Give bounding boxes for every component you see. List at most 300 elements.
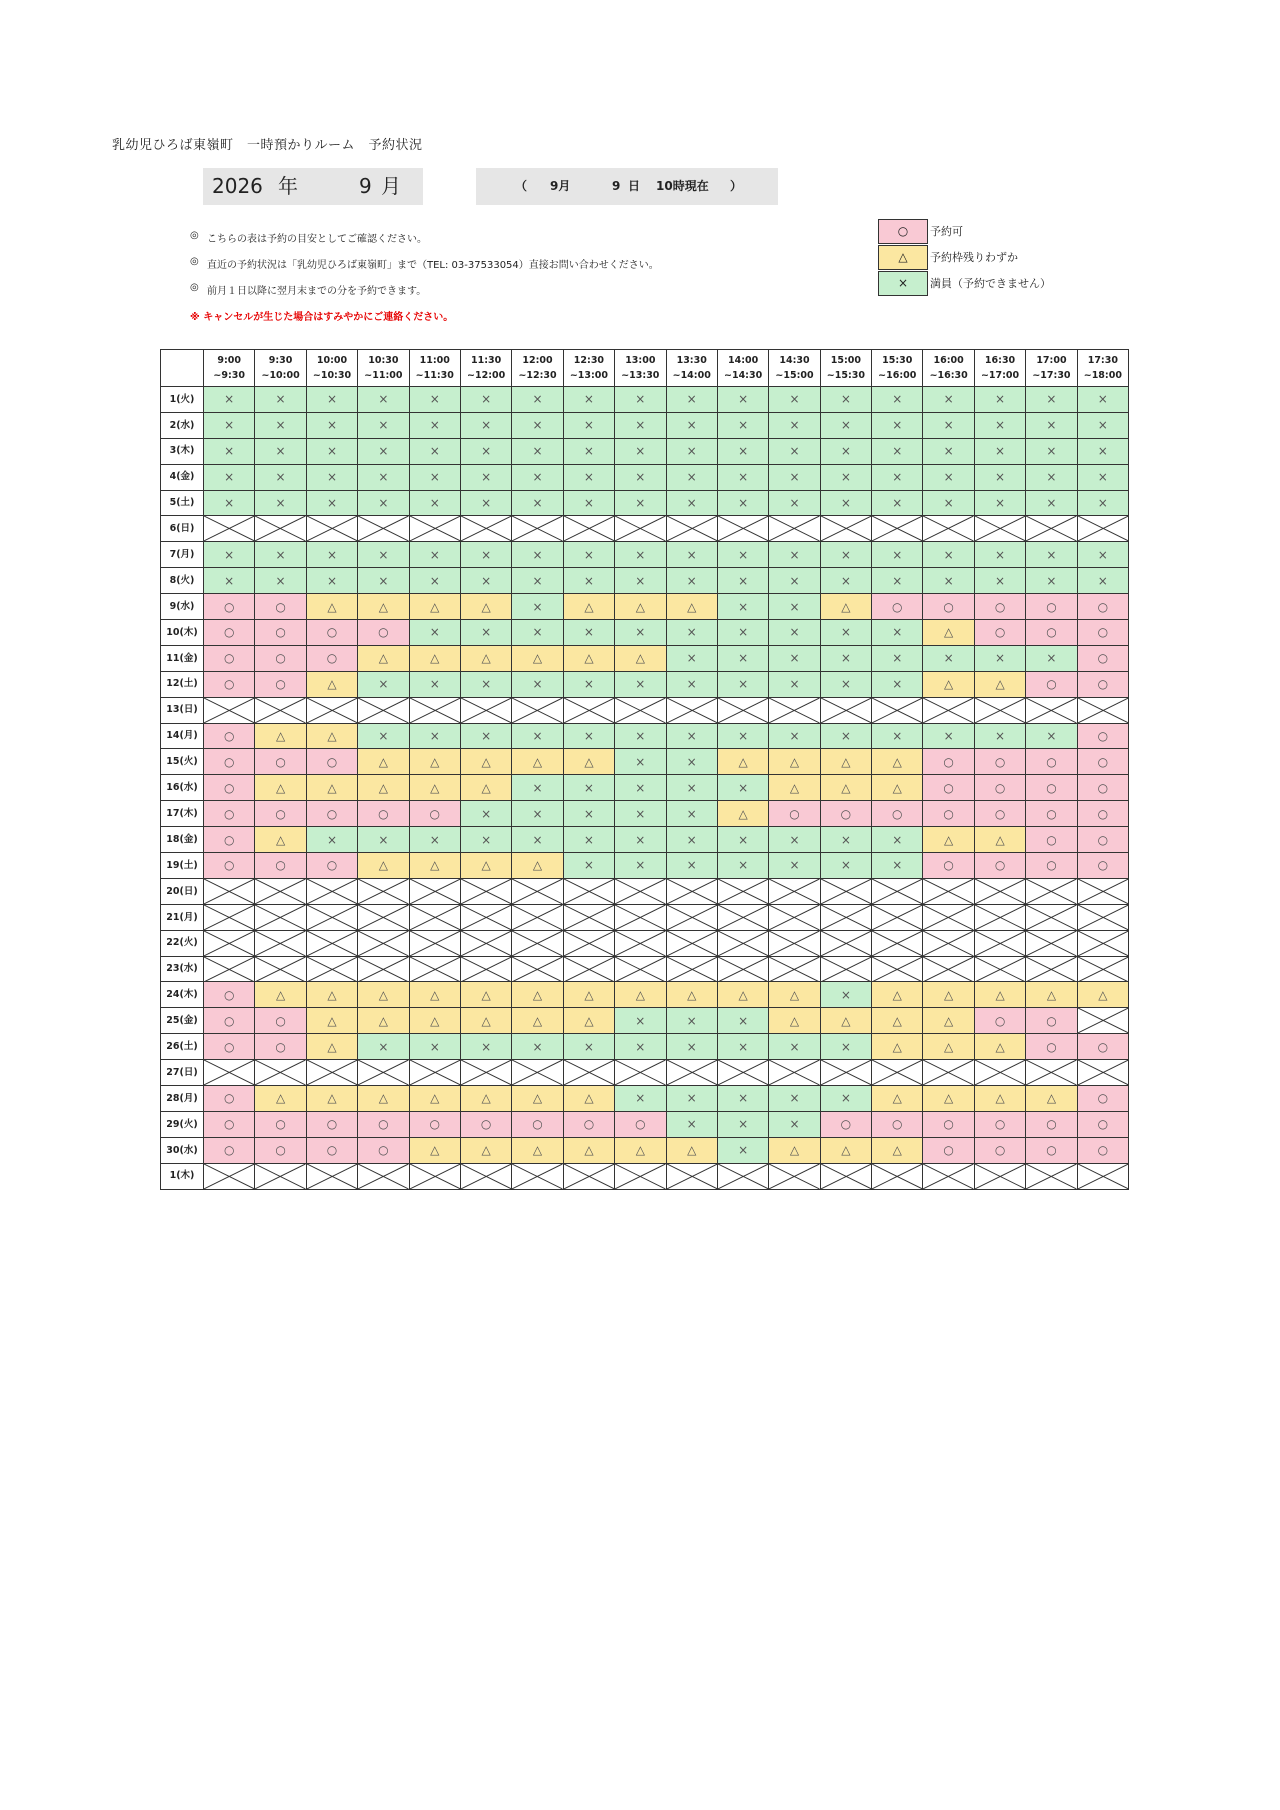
closed-cell [204,516,255,542]
slot-full: × [872,542,923,568]
closed-cell [872,516,923,542]
closed-cell [923,956,974,982]
slot-available: ○ [974,749,1025,775]
slot-full: × [563,827,614,853]
closed-cell [923,878,974,904]
closed-cell [923,1060,974,1086]
slot-available: ○ [512,1111,563,1137]
slot-full: × [512,412,563,438]
slot-full: × [460,438,511,464]
closed-cell [820,878,871,904]
closed-cross-icon [667,905,717,930]
slot-available: ○ [923,1111,974,1137]
closed-cross-icon [461,1164,511,1189]
slot-full: × [460,671,511,697]
day-label: 8(火) [161,568,204,594]
slot-few-left: △ [820,1008,871,1034]
slot-full: × [563,775,614,801]
day-row [161,438,1129,464]
slot-few-left: △ [769,1008,820,1034]
closed-cell [409,1163,460,1189]
slot-few-left: △ [255,982,306,1008]
slot-available: ○ [974,801,1025,827]
slot-few-left: △ [717,801,768,827]
closed-cell [563,878,614,904]
slot-available: ○ [409,1111,460,1137]
slot-few-left: △ [409,594,460,620]
slot-full: × [615,723,666,749]
closed-cell [615,930,666,956]
slot-available: ○ [563,1111,614,1137]
slot-full: × [769,853,820,879]
slot-full: × [460,827,511,853]
day-label: 26(土) [161,1034,204,1060]
closed-cell [666,516,717,542]
closed-cell [306,930,357,956]
slot-few-left: △ [512,749,563,775]
slot-full: × [666,490,717,516]
closed-cell [872,878,923,904]
day-row [161,801,1129,827]
time-slot-end: ~16:30 [929,370,968,381]
slot-full: × [563,464,614,490]
slot-full: × [820,438,871,464]
closed-cross-icon [667,698,717,723]
slot-available: ○ [974,775,1025,801]
closed-cell [409,697,460,723]
closed-cross-icon [461,957,511,982]
slot-full: × [769,827,820,853]
slot-full: × [409,438,460,464]
slot-full: × [769,1034,820,1060]
slot-full: × [460,464,511,490]
closed-cross-icon [923,1060,973,1085]
closed-cross-icon [512,879,562,904]
closed-cross-icon [769,879,819,904]
closed-cross-icon [1026,905,1076,930]
slot-full: × [1026,464,1077,490]
day-label: 25(金) [161,1008,204,1034]
closed-cross-icon [461,905,511,930]
slot-full: × [769,438,820,464]
closed-cell [666,956,717,982]
closed-cell [358,697,409,723]
day-label: 5(土) [161,490,204,516]
slot-few-left: △ [460,775,511,801]
closed-cell [820,516,871,542]
closed-cell [820,930,871,956]
slot-full: × [666,387,717,413]
closed-cell [615,1163,666,1189]
month-label: 月 [381,174,401,198]
slot-few-left: △ [769,749,820,775]
closed-cell [306,904,357,930]
slot-full: × [563,671,614,697]
slot-available: ○ [923,853,974,879]
slot-full: × [563,412,614,438]
time-slot-start: 11:00 [419,355,450,366]
slot-full: × [615,775,666,801]
day-row [161,956,1129,982]
slot-available: ○ [204,645,255,671]
closed-cell [1077,930,1128,956]
day-row [161,594,1129,620]
slot-available: ○ [306,1111,357,1137]
slot-few-left: △ [563,1086,614,1112]
slot-full: × [615,464,666,490]
closed-cell [820,1060,871,1086]
slot-full: × [717,387,768,413]
closed-cell [512,878,563,904]
slot-full: × [563,387,614,413]
slot-full: × [717,1137,768,1163]
closed-cell [974,878,1025,904]
slot-full: × [409,1034,460,1060]
slot-full: × [306,464,357,490]
closed-cell [1026,904,1077,930]
slot-full: × [820,542,871,568]
day-label: 15(火) [161,749,204,775]
slot-available: ○ [974,594,1025,620]
closed-cell [512,516,563,542]
slot-full: × [872,671,923,697]
closed-cross-icon [564,1060,614,1085]
slot-available: ○ [204,982,255,1008]
closed-cell [872,930,923,956]
closed-cell [615,697,666,723]
closed-cross-icon [821,1164,871,1189]
time-slot-header [974,350,1025,387]
slot-few-left: △ [872,1137,923,1163]
time-slot-header [923,350,974,387]
time-slot-end: ~17:30 [1032,370,1071,381]
slot-few-left: △ [460,749,511,775]
slot-full: × [615,671,666,697]
closed-cross-icon [307,957,357,982]
slot-few-left: △ [512,1086,563,1112]
slot-available: ○ [255,749,306,775]
slot-full: × [1026,438,1077,464]
slot-full: × [820,1034,871,1060]
closed-cross-icon [872,1060,922,1085]
closed-cell [717,516,768,542]
day-label: 24(木) [161,982,204,1008]
closed-cross-icon [204,698,254,723]
closed-cross-icon [923,905,973,930]
slot-full: × [358,1034,409,1060]
day-row [161,620,1129,646]
closed-cross-icon [821,516,871,541]
closed-cell [409,930,460,956]
slot-full: × [769,412,820,438]
slot-full: × [460,490,511,516]
slot-few-left: △ [872,1034,923,1060]
closed-cell [872,904,923,930]
slot-full: × [872,645,923,671]
slot-few-left: △ [409,749,460,775]
closed-cross-icon [255,905,305,930]
closed-cell [666,904,717,930]
closed-cell [1077,878,1128,904]
slot-full: × [563,1034,614,1060]
day-label: 13(日) [161,697,204,723]
time-slot-header [563,350,614,387]
slot-few-left: △ [1026,982,1077,1008]
slot-few-left: △ [974,982,1025,1008]
slot-full: × [769,1111,820,1137]
time-slot-end: ~15:30 [826,370,865,381]
slot-few-left: △ [666,1137,717,1163]
closed-cross-icon [1026,1060,1076,1085]
month-value: 9 [359,174,372,198]
closed-cross-icon [307,698,357,723]
slot-few-left: △ [409,645,460,671]
closed-cell [923,516,974,542]
slot-full: × [1026,723,1077,749]
day-row [161,1060,1129,1086]
closed-cross-icon [872,879,922,904]
closed-cell [1026,956,1077,982]
closed-cross-icon [615,1164,665,1189]
day-row [161,878,1129,904]
closed-cell [923,930,974,956]
as-of-open-paren: （ [515,179,528,193]
slot-full: × [717,620,768,646]
closed-cell [306,516,357,542]
day-label: 19(土) [161,853,204,879]
slot-full: × [666,723,717,749]
slot-full: × [1026,645,1077,671]
day-row [161,982,1129,1008]
time-slot-header [409,350,460,387]
closed-cross-icon [667,879,717,904]
closed-cross-icon [255,1164,305,1189]
slot-full: × [923,568,974,594]
closed-cross-icon [615,931,665,956]
closed-cross-icon [204,957,254,982]
slot-full: × [512,1034,563,1060]
slot-full: × [666,801,717,827]
time-slot-start: 9:30 [268,355,293,366]
closed-cross-icon [358,905,408,930]
day-label: 6(日) [161,516,204,542]
closed-cell [358,878,409,904]
closed-cell [1026,697,1077,723]
as-of-month: 9月 [550,179,571,193]
slot-full: × [820,982,871,1008]
slot-few-left: △ [255,723,306,749]
day-row [161,904,1129,930]
slot-available: ○ [204,827,255,853]
closed-cross-icon [410,516,460,541]
closed-cross-icon [512,931,562,956]
closed-cell [717,1060,768,1086]
slot-few-left: △ [923,671,974,697]
closed-cell [974,904,1025,930]
closed-cross-icon [410,931,460,956]
slot-few-left: △ [615,594,666,620]
closed-cell [1026,516,1077,542]
closed-cell [974,956,1025,982]
slot-available: ○ [1026,671,1077,697]
time-slot-start: 14:30 [779,355,810,366]
slot-full: × [358,671,409,697]
closed-cell [1077,1008,1128,1034]
closed-cell [717,956,768,982]
closed-cross-icon [461,879,511,904]
slot-full: × [717,438,768,464]
slot-full: × [358,464,409,490]
slot-full: × [306,438,357,464]
closed-cross-icon [307,905,357,930]
closed-cross-icon [410,879,460,904]
closed-cell [615,516,666,542]
slot-few-left: △ [615,982,666,1008]
closed-cell [409,904,460,930]
slot-full: × [820,464,871,490]
closed-cross-icon [821,931,871,956]
closed-cross-icon [410,957,460,982]
slot-few-left: △ [923,1086,974,1112]
slot-few-left: △ [923,982,974,1008]
slot-full: × [1077,412,1128,438]
closed-cell [563,956,614,982]
closed-cross-icon [204,931,254,956]
time-slot-start: 10:00 [316,355,348,366]
closed-cell [460,904,511,930]
day-row [161,930,1129,956]
day-label: 16(水) [161,775,204,801]
closed-cross-icon [564,957,614,982]
legend-label: 満員（予約できません） [930,277,1051,290]
closed-cell [820,697,871,723]
day-label: 2(水) [161,412,204,438]
closed-cell [512,697,563,723]
closed-cross-icon [923,1164,973,1189]
closed-cell [204,956,255,982]
time-slot-start: 10:30 [368,355,399,366]
closed-cell [769,697,820,723]
slot-full: × [409,412,460,438]
closed-cell [409,516,460,542]
slot-full: × [820,1086,871,1112]
time-slot-header [204,350,255,387]
slot-full: × [358,412,409,438]
slot-full: × [1026,387,1077,413]
slot-few-left: △ [306,594,357,620]
closed-cell [512,1163,563,1189]
slot-available: ○ [204,594,255,620]
slot-full: × [666,464,717,490]
closed-cross-icon [1026,516,1076,541]
slot-few-left: △ [974,1086,1025,1112]
closed-cross-icon [204,879,254,904]
slot-full: × [820,827,871,853]
as-of-time: 10時現在 [656,179,709,193]
closed-cell [974,697,1025,723]
legend-swatch: ○ [878,219,928,244]
slot-full: × [717,723,768,749]
slot-full: × [615,1008,666,1034]
closed-cross-icon [564,879,614,904]
closed-cross-icon [461,698,511,723]
slot-available: ○ [923,1137,974,1163]
slot-full: × [974,387,1025,413]
closed-cross-icon [923,931,973,956]
slot-full: × [615,749,666,775]
time-slot-end: ~13:30 [621,370,660,381]
slot-full: × [717,594,768,620]
closed-cross-icon [564,516,614,541]
slot-full: × [1077,387,1128,413]
closed-cell [769,956,820,982]
closed-cross-icon [769,1060,819,1085]
closed-cross-icon [615,879,665,904]
slot-full: × [358,387,409,413]
slot-few-left: △ [255,1086,306,1112]
closed-cross-icon [307,1164,357,1189]
closed-cell [563,516,614,542]
slot-available: ○ [306,853,357,879]
slot-full: × [358,542,409,568]
slot-few-left: △ [306,1034,357,1060]
closed-cell [717,878,768,904]
slot-full: × [306,568,357,594]
slot-full: × [923,438,974,464]
closed-cross-icon [769,905,819,930]
closed-cross-icon [564,698,614,723]
closed-cross-icon [358,516,408,541]
day-row [161,516,1129,542]
closed-cross-icon [975,1060,1025,1085]
closed-cross-icon [975,957,1025,982]
closed-cross-icon [1078,516,1128,541]
slot-full: × [1026,542,1077,568]
slot-full: × [409,671,460,697]
closed-cross-icon [1078,879,1128,904]
slot-full: × [409,464,460,490]
slot-full: × [717,490,768,516]
slot-full: × [204,490,255,516]
time-slot-header [872,350,923,387]
slot-few-left: △ [358,594,409,620]
legend-swatch: × [878,271,928,296]
slot-available: ○ [1077,620,1128,646]
slot-few-left: △ [358,1086,409,1112]
slot-available: ○ [255,853,306,879]
slot-few-left: △ [820,594,871,620]
slot-available: ○ [769,801,820,827]
closed-cell [615,956,666,982]
closed-cross-icon [769,957,819,982]
slot-available: ○ [1077,853,1128,879]
slot-available: ○ [872,1111,923,1137]
closed-cell [563,904,614,930]
closed-cell [460,956,511,982]
closed-cell [409,878,460,904]
closed-cross-icon [255,879,305,904]
slot-available: ○ [1077,671,1128,697]
closed-cell [717,697,768,723]
slot-full: × [460,620,511,646]
closed-cross-icon [204,516,254,541]
slot-full: × [563,801,614,827]
closed-cell [255,930,306,956]
closed-cross-icon [872,698,922,723]
slot-full: × [512,594,563,620]
closed-cross-icon [564,1164,614,1189]
closed-cross-icon [204,1060,254,1085]
